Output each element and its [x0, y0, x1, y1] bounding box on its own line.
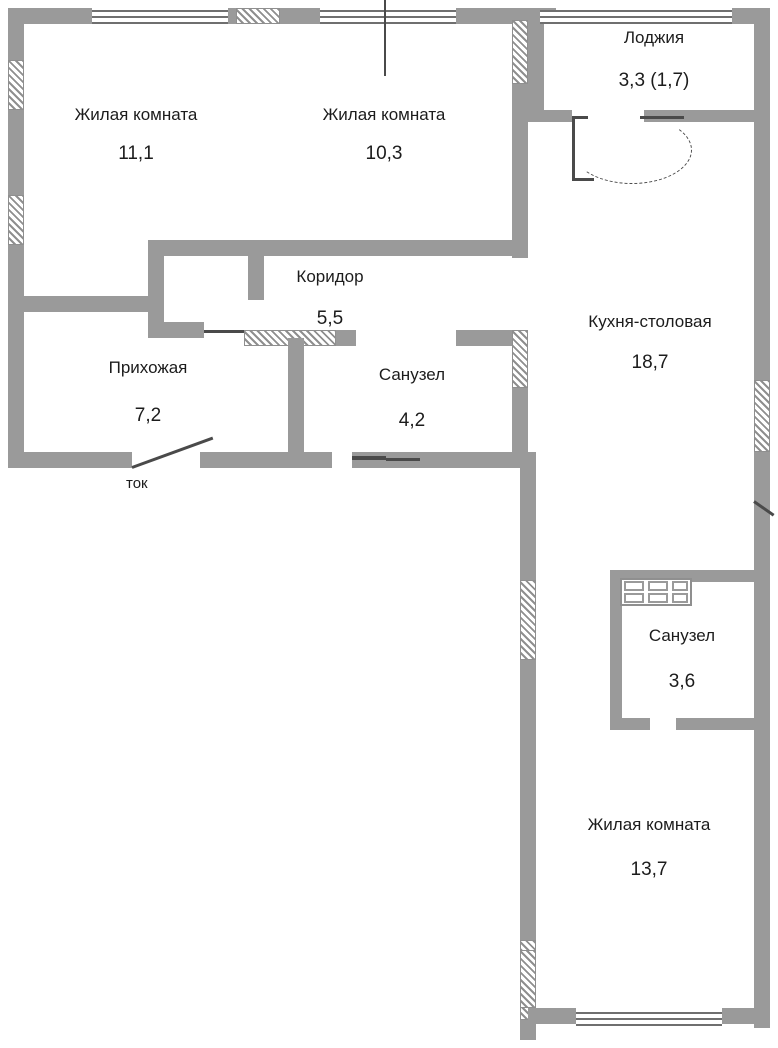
room-area-3: 5,5 — [316, 308, 344, 329]
wall-bottom-prihozhaya-2 — [200, 452, 332, 468]
wall-bath2-bottom-2 — [676, 718, 756, 730]
wall-loggia-right — [754, 8, 770, 118]
room-area-1: 10,3 — [365, 143, 403, 164]
wall-hatch-kitchen-left-2 — [512, 330, 528, 388]
door-marker-bath-2 — [386, 458, 420, 461]
room-label-6: Кухня-столовая — [588, 312, 712, 331]
wall-hatch-bottom-left — [520, 950, 536, 1008]
bath2-fixture-cell-1 — [624, 581, 644, 591]
bath2-fixture-cell-6 — [672, 593, 688, 603]
wall-bath2-bottom — [610, 718, 650, 730]
room-label-1: Жилая комната — [322, 105, 446, 124]
wall-sanuzel-left — [288, 338, 304, 460]
wall-kitchen-left-mid — [520, 452, 536, 572]
room-area-7: 3,6 — [668, 671, 696, 692]
wall-corridor-bottom — [148, 322, 204, 338]
wall-prihozhaya-top — [16, 296, 156, 312]
room-label-3: Коридор — [296, 267, 364, 286]
wall-hatch-top — [236, 8, 280, 24]
room-area-5: 4,2 — [398, 410, 426, 431]
loggia-door-jamb-left — [572, 116, 575, 180]
room-label-2: Лоджия — [623, 28, 685, 47]
wall-hatch-kitchen-right — [754, 380, 770, 452]
wall-bottom-sanuzel — [352, 452, 536, 468]
wall-corridor-left — [148, 240, 164, 330]
wall-hatch-left-1 — [8, 60, 24, 110]
room-label-4: Прихожая — [108, 358, 188, 377]
wall-left-outer — [8, 8, 24, 300]
window-bottom — [576, 1012, 722, 1026]
room-label-5: Санузел — [378, 365, 446, 384]
door-marker-corridor — [204, 330, 244, 333]
wall-bottom-right-2 — [722, 1008, 770, 1024]
window-loggia — [540, 10, 732, 24]
wall-left-lower — [8, 300, 24, 460]
wall-hatch-left-2 — [8, 195, 24, 245]
bath2-fixture-cell-2 — [648, 581, 668, 591]
bath2-fixture-cell-4 — [624, 593, 644, 603]
door-marker-bath — [352, 456, 386, 460]
wall-right-lower — [754, 498, 770, 1028]
room-area-4: 7,2 — [134, 405, 162, 426]
wall-loggia-left — [528, 8, 544, 118]
bath2-fixture-cell-5 — [648, 593, 668, 603]
wall-hatch-kitchen-lower-1 — [520, 580, 536, 660]
loggia-door-swing — [572, 116, 692, 184]
plan-note-0: ток — [126, 475, 148, 492]
window-top-left — [92, 10, 228, 24]
dimension-line-top — [384, 0, 386, 76]
room-area-8: 13,7 — [630, 859, 668, 880]
wall-corridor-top-left — [148, 240, 264, 256]
room-area-6: 18,7 — [631, 352, 669, 373]
room-area-2: 3,3 (1,7) — [618, 70, 690, 91]
wall-bottom-right — [528, 1008, 576, 1024]
wall-hatch-kitchen-left-1 — [512, 20, 528, 84]
room-label-8: Жилая комната — [587, 815, 711, 834]
room-label-7: Санузел — [648, 626, 716, 645]
loggia-door-jamb-bottom — [572, 178, 594, 181]
loggia-door-jamb-top — [572, 116, 588, 119]
room-area-0: 11,1 — [118, 143, 154, 164]
wall-corridor-top-right — [264, 240, 512, 256]
wall-bottom-prihozhaya — [8, 452, 132, 468]
room-label-0: Жилая комната — [74, 105, 198, 124]
wall-corridor-bottom-2 — [336, 330, 356, 346]
wall-loggia-bottom-left — [528, 110, 572, 122]
bath2-fixture-cell-3 — [672, 581, 688, 591]
window-top-right — [320, 10, 456, 24]
